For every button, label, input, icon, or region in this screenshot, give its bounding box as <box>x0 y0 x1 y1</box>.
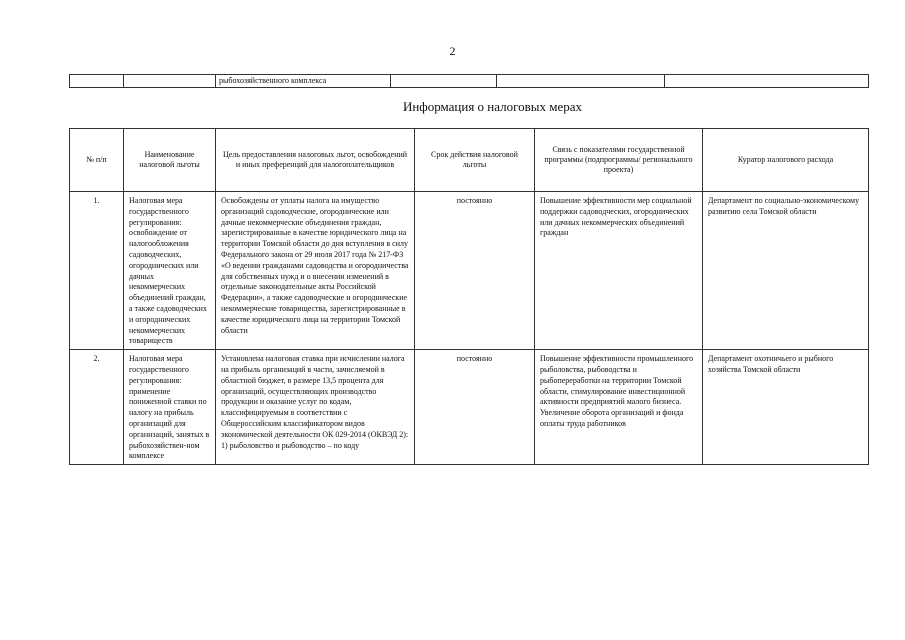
table-header-row <box>70 129 869 192</box>
table-cell <box>70 75 124 88</box>
table-cell <box>124 75 216 88</box>
section-title: Информация о налоговых мерах <box>402 99 583 114</box>
tax-measures-table <box>69 128 869 465</box>
table-cell <box>665 75 869 88</box>
table-cell: рыбохозяйственного комплекса <box>216 75 391 88</box>
table-row <box>70 192 869 350</box>
benefit-name: Налоговая мера государственного регулирования: освобождение от налогообложения садоводческих, огороднических или дачных некоммерческих объединений граждан, а также садоводческих и огороднических некоммерческих товариществ <box>124 192 216 350</box>
benefit-term: постоянно <box>415 350 535 465</box>
row-number: 1. <box>70 192 124 350</box>
program-link: Повышение эффективности мер социальной поддержки садоводческих, огороднических или дачных некоммерческих объединений граждан <box>535 192 703 350</box>
table-cell <box>391 75 497 88</box>
column-header-curator: Куратор налогового расхода <box>703 129 869 192</box>
column-header-term: Срок действия налоговой льготы <box>415 129 535 192</box>
benefit-goal: Освобождены от уплаты налога на имущество организаций садоводческие, огороднические или дачные некоммерческие объединения граждан, зарегистрированные в качестве юридического лица на территории Томской области до дня вступления в силу Федерального закона от 29 июля 2017 года № 217-ФЗ «О ведении гражданами садоводства и огородничества для собственных нужд и о внесении изменений в отдельные законодательные акты Российской Федерации», а также садоводческие и огороднические некоммерческие товарищества, зарегистрированные в качестве юридического лица на территории Томской области <box>216 192 415 350</box>
row-number: 2. <box>70 350 124 465</box>
table-row <box>70 75 869 88</box>
benefit-goal: Установлена налоговая ставка при исчислении налога на прибыль организаций в части, зачисляемой в областной бюджет, в размере 13,5 процента для организаций, осуществляющих производство продукции и оказание услуг по кодам, классифицируемым в соответствии с Общероссийским классификатором видов экономической деятельности ОК 029-2014 (ОКВЭД 2): 1) рыболовство и рыбоводство – по коду <box>216 350 415 465</box>
column-header-number: № п/п <box>70 129 124 192</box>
benefit-term: постоянно <box>415 192 535 350</box>
program-link: Повышение эффективности промышленного рыболовства, рыбоводства и рыбопереработки на территории Томской области, стимулирование инвестиционной активности предприятий малого бизнеса. Увеличение оборота организаций и фонда оплаты труда работников <box>535 350 703 465</box>
table-row <box>70 350 869 465</box>
column-header-link: Связь с показателями государственной программы (подпрограммы/ регионального проекта) <box>535 129 703 192</box>
continued-table-strip <box>69 74 869 88</box>
curator: Департамент охотничьего и рыбного хозяйства Томской области <box>703 350 869 465</box>
table-cell <box>497 75 665 88</box>
column-header-goal: Цель предоставления налоговых льгот, освобождений и иных преференций для налогоплательщиков <box>216 129 415 192</box>
column-header-name: Наименование налоговой льготы <box>124 129 216 192</box>
curator: Департамент по социально-экономическому развитию села Томской области <box>703 192 869 350</box>
page-number: 2 <box>449 44 456 58</box>
benefit-name: Налоговая мера государственного регулирования: применение пониженной ставки по налогу на прибыль организаций для организаций, занятых в рыбохозяйствен-ном комплексе <box>124 350 216 465</box>
